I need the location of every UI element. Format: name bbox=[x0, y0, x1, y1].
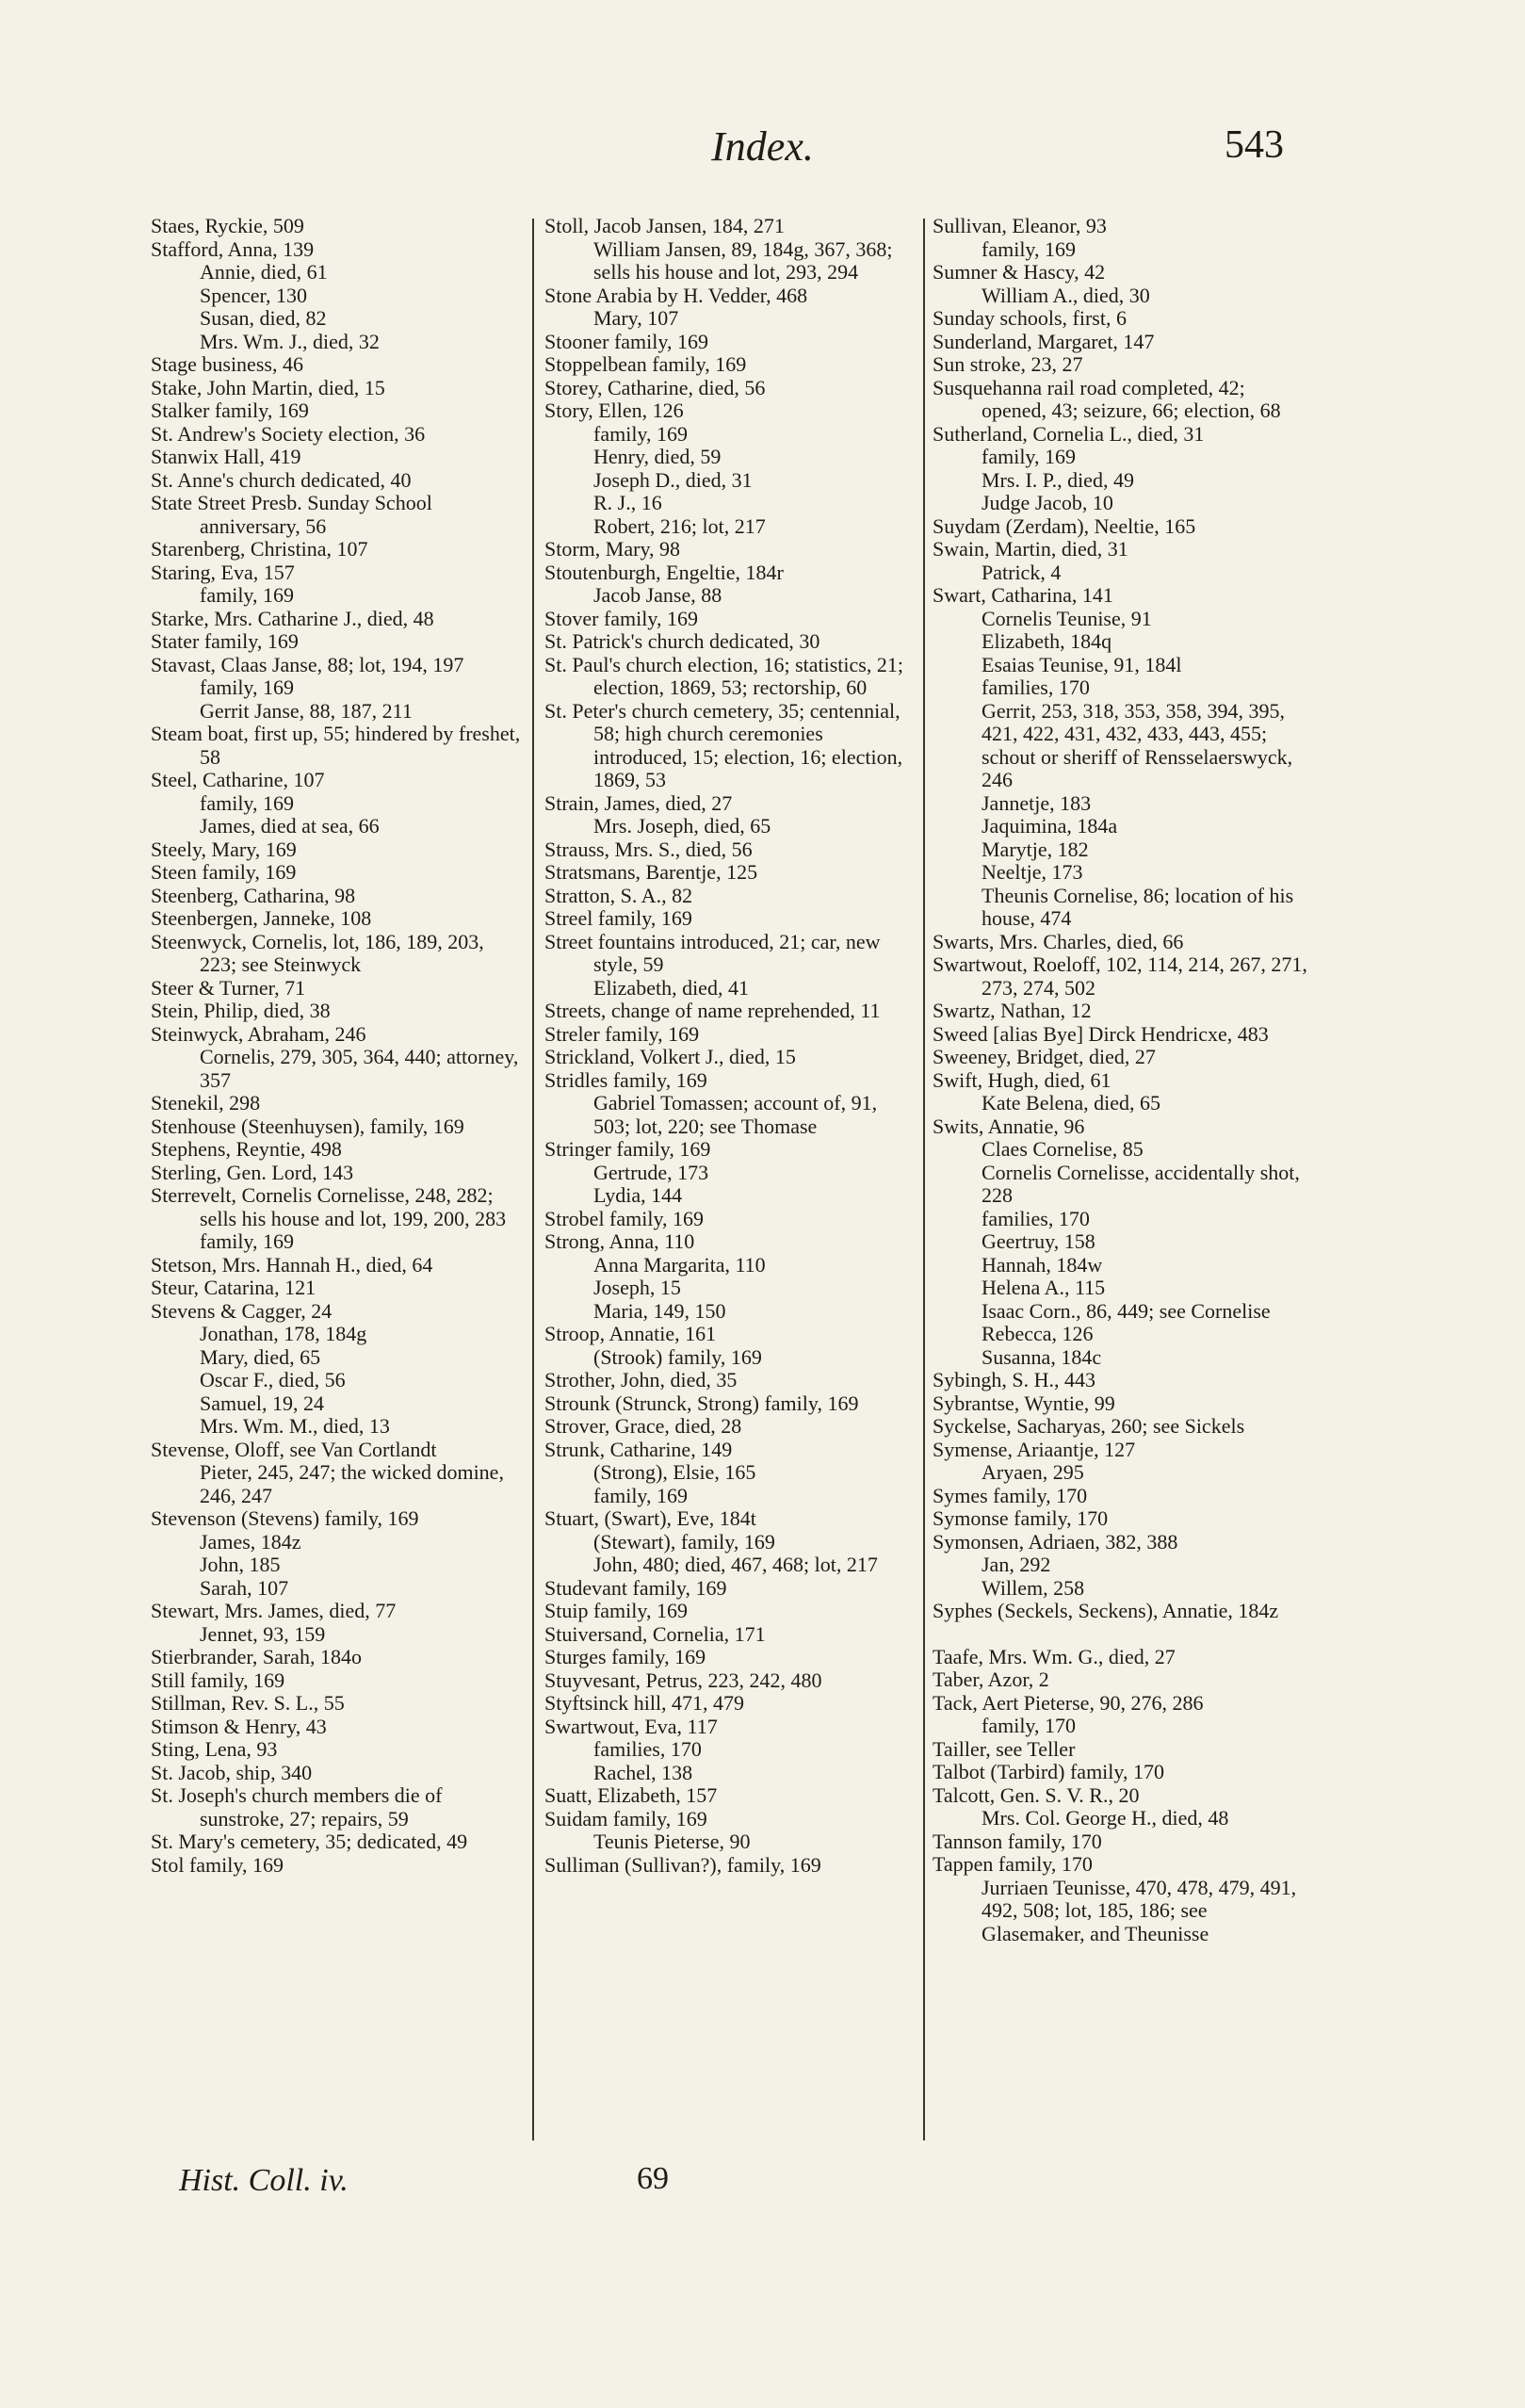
index-entry: St. Jacob, ship, 340 bbox=[151, 1760, 313, 1784]
index-subentry: families, 170 bbox=[982, 675, 1090, 699]
index-subentry: Mary, 107 bbox=[593, 306, 679, 330]
page-number: 543 bbox=[1225, 123, 1284, 167]
index-subentry: family, 169 bbox=[200, 675, 294, 699]
index-entry: Streler family, 169 bbox=[544, 1021, 700, 1046]
index-entry: Stake, John Martin, died, 15 bbox=[151, 375, 385, 399]
index-entry: Steenberg, Catharina, 98 bbox=[151, 883, 356, 907]
index-entry: Stalker family, 169 bbox=[151, 399, 309, 422]
index-subentry: Marytje, 182 bbox=[982, 837, 1089, 861]
index-subentry: R. J., 16 bbox=[593, 491, 662, 514]
index-entry: Stoll, Jacob Jansen, 184, 271 bbox=[544, 215, 785, 237]
index-subentry: Mrs. Wm. J., died, 32 bbox=[200, 329, 380, 353]
index-entry: Strauss, Mrs. S., died, 56 bbox=[544, 837, 753, 861]
index-entry: Stringer family, 169 bbox=[544, 1137, 711, 1161]
index-entry: Stein, Philip, died, 38 bbox=[151, 999, 331, 1022]
index-subentry: Gabriel Tomassen; account of, 91, 503; lot, 220; see Thomase bbox=[593, 1091, 878, 1138]
index-subentry: Cornelis Teunise, 91 bbox=[982, 606, 1152, 630]
index-entry: Stetson, Mrs. Hannah H., died, 64 bbox=[151, 1252, 433, 1277]
index-entry: Studevant family, 169 bbox=[544, 1575, 727, 1600]
index-entry: St. Peter's church cemetery, 35; centennial, 58; high church ceremonies introduced, 15; election, 16; election, 1869, 53 bbox=[544, 698, 903, 791]
index-entry: State Street Presb. Sunday School anniversary, 56 bbox=[151, 491, 432, 538]
index-entry: Sumner & Hascy, 42 bbox=[933, 260, 1106, 284]
index-entry: Tailler, see Teller bbox=[933, 1736, 1076, 1761]
index-subentry: Elizabeth, 184q bbox=[982, 629, 1112, 653]
index-entry: Swarts, Mrs. Charles, died, 66 bbox=[933, 929, 1184, 953]
index-entry: Stratsmans, Barentje, 125 bbox=[544, 860, 758, 884]
index-entry: Swartwout, Eva, 117 bbox=[544, 1714, 718, 1738]
index-subentry: (Stewart), family, 169 bbox=[593, 1529, 775, 1554]
index-entry: Symonse family, 170 bbox=[933, 1506, 1109, 1530]
index-entry: Stridles family, 169 bbox=[544, 1067, 707, 1092]
index-entry: Steer & Turner, 71 bbox=[151, 975, 306, 1000]
index-entry: Syckelse, Sacharyas, 260; see Sickels bbox=[933, 1414, 1245, 1438]
index-subentry: Gerrit Janse, 88, 187, 211 bbox=[200, 698, 413, 723]
index-entry: Taber, Azor, 2 bbox=[933, 1668, 1049, 1691]
index-entry: Stenekil, 298 bbox=[151, 1091, 261, 1115]
index-entry: Sterling, Gen. Lord, 143 bbox=[151, 1160, 354, 1184]
index-entry: Stuart, (Swart), Eve, 184t bbox=[544, 1506, 756, 1530]
index-entry: Strobel family, 169 bbox=[544, 1206, 705, 1230]
index-subentry: Neeltje, 173 bbox=[982, 860, 1083, 884]
index-subentry: Aryaen, 295 bbox=[982, 1460, 1084, 1484]
index-subentry: Hannah, 184w bbox=[982, 1252, 1103, 1277]
index-subentry: Annie, died, 61 bbox=[200, 260, 328, 284]
index-subentry: Isaac Corn., 86, 449; see Cornelise bbox=[982, 1298, 1271, 1323]
index-subentry: James, died at sea, 66 bbox=[200, 814, 380, 838]
index-entry: St. Anne's church dedicated, 40 bbox=[151, 467, 412, 492]
index-entry: Strother, John, died, 35 bbox=[544, 1368, 738, 1391]
index-entry: Syphes (Seckels, Seckens), Annatie, 184z bbox=[933, 1599, 1279, 1622]
index-entry: Sullivan, Eleanor, 93 bbox=[933, 215, 1107, 237]
index-entry: St. Joseph's church members die of sunstroke, 27; repairs, 59 bbox=[151, 1783, 443, 1830]
index-entry: Steen family, 169 bbox=[151, 860, 297, 884]
index-entry: Stoutenburgh, Engeltie, 184r bbox=[544, 560, 784, 584]
index-entry: Steenwyck, Cornelis, lot, 186, 189, 203, 223; see Steinwyck bbox=[151, 929, 484, 976]
index-subentry: Susanna, 184c bbox=[982, 1344, 1102, 1369]
index-subentry: Pieter, 245, 247; the wicked domine, 246, 247 bbox=[200, 1460, 504, 1507]
index-subentry: Anna Margarita, 110 bbox=[593, 1252, 766, 1277]
index-subentry: Mary, died, 65 bbox=[200, 1344, 321, 1369]
index-subentry: Henry, died, 59 bbox=[593, 445, 722, 468]
index-subentry: Sarah, 107 bbox=[200, 1575, 289, 1600]
index-entry: Stevens & Cagger, 24 bbox=[151, 1298, 333, 1323]
index-subentry: Mrs. Joseph, died, 65 bbox=[593, 814, 771, 838]
index-entry: Swain, Martin, died, 31 bbox=[933, 537, 1128, 561]
index-entry: Sutherland, Cornelia L., died, 31 bbox=[933, 421, 1205, 446]
index-subentry: Jurriaen Teunisse, 470, 478, 479, 491, 492, 508; lot, 185, 186; see Glasemaker, and Theunisse bbox=[982, 1875, 1297, 1945]
index-entry: Stage business, 46 bbox=[151, 352, 303, 376]
index-subentry: Jennet, 93, 159 bbox=[200, 1621, 326, 1646]
index-entry: Strickland, Volkert J., died, 15 bbox=[544, 1045, 796, 1068]
index-column-1 bbox=[151, 215, 523, 2156]
index-entry: Stavast, Claas Janse, 88; lot, 194, 197 bbox=[151, 652, 464, 676]
index-subentry: Helena A., 115 bbox=[982, 1276, 1106, 1299]
index-subentry: families, 170 bbox=[982, 1206, 1090, 1230]
index-entry: Stuip family, 169 bbox=[544, 1599, 688, 1622]
index-entry: Styftsinck hill, 471, 479 bbox=[544, 1691, 745, 1715]
index-entry: St. Patrick's church dedicated, 30 bbox=[544, 629, 820, 653]
index-subentry: family, 169 bbox=[200, 1229, 294, 1253]
index-subentry: Mrs. I. P., died, 49 bbox=[982, 467, 1134, 492]
index-subentry: Cornelis Cornelisse, accidentally shot, 228 bbox=[982, 1160, 1300, 1207]
index-entry: Staes, Ryckie, 509 bbox=[151, 215, 304, 237]
index-entry: Stratton, S. A., 82 bbox=[544, 883, 693, 907]
index-subentry: Joseph D., died, 31 bbox=[593, 467, 753, 492]
index-entry: Swart, Catharina, 141 bbox=[933, 583, 1113, 607]
index-entry: Strunk, Catharine, 149 bbox=[544, 1437, 733, 1461]
index-column-2 bbox=[544, 215, 917, 2156]
index-subentry: Cornelis, 279, 305, 364, 440; attorney, 357 bbox=[200, 1045, 519, 1092]
index-entry: Stenhouse (Steenhuysen), family, 169 bbox=[151, 1114, 464, 1138]
index-entry: Suidam family, 169 bbox=[544, 1806, 707, 1830]
index-subentry: Rachel, 138 bbox=[593, 1760, 693, 1784]
index-entry: Swartwout, Roeloff, 102, 114, 214, 267, 271, 273, 274, 502 bbox=[933, 952, 1307, 1000]
index-entry: Sybrantse, Wyntie, 99 bbox=[933, 1391, 1115, 1415]
index-entry: Starenberg, Christina, 107 bbox=[151, 537, 368, 561]
index-entry: Stimson & Henry, 43 bbox=[151, 1714, 327, 1738]
index-entry: Sweed [alias Bye] Dirck Hendricxe, 483 bbox=[933, 1021, 1269, 1046]
index-entry: Storm, Mary, 98 bbox=[544, 537, 681, 561]
index-entry: Sunday schools, first, 6 bbox=[933, 306, 1127, 330]
signature-mark: Hist. Coll. iv. bbox=[179, 2163, 349, 2198]
index-subentry: Patrick, 4 bbox=[982, 560, 1062, 584]
index-entry: Symonsen, Adriaen, 382, 388 bbox=[933, 1529, 1178, 1554]
column-divider bbox=[532, 219, 534, 2140]
index-entry: Stillman, Rev. S. L., 55 bbox=[151, 1691, 345, 1715]
index-subentry: Kate Belena, died, 65 bbox=[982, 1091, 1160, 1115]
index-entry: Stafford, Anna, 139 bbox=[151, 236, 315, 261]
index-entry: Starke, Mrs. Catharine J., died, 48 bbox=[151, 606, 434, 630]
index-subentry: John, 480; died, 467, 468; lot, 217 bbox=[593, 1553, 878, 1576]
index-subentry: (Strook) family, 169 bbox=[593, 1344, 762, 1369]
index-entry: Swits, Annatie, 96 bbox=[933, 1114, 1085, 1138]
index-entry: St. Mary's cemetery, 35; dedicated, 49 bbox=[151, 1830, 468, 1853]
index-entry: Suatt, Elizabeth, 157 bbox=[544, 1783, 718, 1807]
index-subentry: Theunis Cornelise, 86; location of his house, 474 bbox=[982, 883, 1294, 930]
index-entry: Symense, Ariaantje, 127 bbox=[933, 1437, 1136, 1461]
index-subentry: Jaquimina, 184a bbox=[982, 814, 1118, 838]
index-entry: Talcott, Gen. S. V. R., 20 bbox=[933, 1782, 1140, 1807]
index-entry: Strong, Anna, 110 bbox=[544, 1229, 695, 1253]
index-subentry: Elizabeth, died, 41 bbox=[593, 975, 749, 1000]
index-entry: Talbot (Tarbird) family, 170 bbox=[933, 1760, 1164, 1783]
index-subentry: Samuel, 19, 24 bbox=[200, 1391, 324, 1415]
index-entry: Stuyvesant, Petrus, 223, 242, 480 bbox=[544, 1668, 822, 1692]
index-subentry: family, 169 bbox=[200, 583, 294, 607]
index-column-3 bbox=[933, 215, 1309, 2156]
index-entry: Steely, Mary, 169 bbox=[151, 837, 297, 861]
index-entry: Strain, James, died, 27 bbox=[544, 790, 733, 815]
index-entry: Stevense, Oloff, see Van Cortlandt bbox=[151, 1437, 437, 1461]
index-subentry: Spencer, 130 bbox=[200, 283, 307, 307]
index-subentry: Mrs. Wm. M., died, 13 bbox=[200, 1414, 390, 1438]
index-entry: Tannson family, 170 bbox=[933, 1829, 1102, 1853]
index-entry: Sturges family, 169 bbox=[544, 1645, 706, 1668]
index-entry: Sterrevelt, Cornelis Cornelisse, 248, 282; sells his house and lot, 199, 200, 283 bbox=[151, 1183, 507, 1230]
sheet-number: 69 bbox=[637, 2161, 669, 2196]
index-entry: Strounk (Strunck, Strong) family, 169 bbox=[544, 1391, 859, 1415]
index-entry: Symes family, 170 bbox=[933, 1483, 1088, 1507]
index-entry: Stroop, Annatie, 161 bbox=[544, 1322, 717, 1345]
index-subentry: William A., died, 30 bbox=[982, 283, 1150, 307]
index-entry: Stone Arabia by H. Vedder, 468 bbox=[544, 283, 808, 307]
index-subentry: Geertruy, 158 bbox=[982, 1229, 1095, 1253]
index-subentry: (Strong), Elsie, 165 bbox=[593, 1460, 756, 1484]
index-entry: St. Andrew's Society election, 36 bbox=[151, 421, 426, 446]
index-entry: Steinwyck, Abraham, 246 bbox=[151, 1021, 366, 1046]
index-subentry: Teunis Pieterse, 90 bbox=[593, 1830, 751, 1853]
index-subentry: William Jansen, 89, 184g, 367, 368; sells his house and lot, 293, 294 bbox=[593, 236, 893, 284]
index-entry: Strover, Grace, died, 28 bbox=[544, 1414, 742, 1438]
index-entry: Stoppelbean family, 169 bbox=[544, 352, 747, 376]
index-entry: Swift, Hugh, died, 61 bbox=[933, 1067, 1111, 1092]
index-subentry: Judge Jacob, 10 bbox=[982, 491, 1113, 514]
index-entry: Stevenson (Stevens) family, 169 bbox=[151, 1506, 419, 1530]
index-entry: Sting, Lena, 93 bbox=[151, 1737, 278, 1761]
index-entry: Stol family, 169 bbox=[151, 1852, 284, 1877]
index-entry: Stover family, 169 bbox=[544, 606, 698, 630]
index-subentry: family, 169 bbox=[982, 445, 1076, 468]
index-subentry: James, 184z bbox=[200, 1529, 301, 1554]
index-entry: Streets, change of name reprehended, 11 bbox=[544, 999, 881, 1022]
index-entry: Steam boat, first up, 55; hindered by freshet, 58 bbox=[151, 722, 521, 769]
index-entry: Sunderland, Margaret, 147 bbox=[933, 329, 1155, 353]
index-subentry: Mrs. Col. George H., died, 48 bbox=[982, 1806, 1229, 1830]
index-entry: Sybingh, S. H., 443 bbox=[933, 1368, 1095, 1391]
index-subentry: family, 169 bbox=[593, 421, 688, 446]
index-entry: Steur, Catarina, 121 bbox=[151, 1276, 316, 1299]
index-entry: Streel family, 169 bbox=[544, 906, 692, 930]
index-subentry: Maria, 149, 150 bbox=[593, 1298, 726, 1323]
index-subentry: families, 170 bbox=[593, 1737, 702, 1761]
index-subentry: Jacob Janse, 88 bbox=[593, 583, 722, 607]
index-subentry: Robert, 216; lot, 217 bbox=[593, 513, 766, 538]
index-subentry: Susan, died, 82 bbox=[200, 306, 327, 330]
index-entry: Stierbrander, Sarah, 184o bbox=[151, 1645, 362, 1668]
index-entry: Tack, Aert Pieterse, 90, 276, 286 bbox=[933, 1690, 1204, 1715]
index-entry: Steel, Catharine, 107 bbox=[151, 768, 325, 791]
index-subentry: Gerrit, 253, 318, 353, 358, 394, 395, 421, 422, 431, 432, 433, 443, 455; schout or sheriff of Rensselaerswyck, 246 bbox=[982, 698, 1293, 791]
index-entry: Storey, Catharine, died, 56 bbox=[544, 375, 766, 399]
index-subentry: Jonathan, 178, 184g bbox=[200, 1322, 367, 1345]
index-subentry: family, 169 bbox=[593, 1483, 688, 1507]
index-entry: Stuiversand, Cornelia, 171 bbox=[544, 1621, 766, 1646]
index-entry: Sweeney, Bridget, died, 27 bbox=[933, 1045, 1156, 1068]
index-subentry: Gertrude, 173 bbox=[593, 1160, 709, 1184]
index-entry: Stewart, Mrs. James, died, 77 bbox=[151, 1599, 397, 1622]
index-entry: Taafe, Mrs. Wm. G., died, 27 bbox=[933, 1644, 1176, 1668]
column-divider bbox=[923, 219, 925, 2140]
index-entry: Tappen family, 170 bbox=[933, 1852, 1093, 1876]
running-title: Index. bbox=[711, 123, 814, 170]
index-entry: Sun stroke, 23, 27 bbox=[933, 352, 1083, 376]
index-entry: Story, Ellen, 126 bbox=[544, 399, 684, 422]
index-entry: Stephens, Reyntie, 498 bbox=[151, 1137, 342, 1161]
index-entry: Swartz, Nathan, 12 bbox=[933, 999, 1092, 1022]
index-entry: Staring, Eva, 157 bbox=[151, 560, 295, 584]
index-subentry: Willem, 258 bbox=[982, 1575, 1085, 1600]
index-subentry: family, 169 bbox=[200, 790, 294, 815]
index-subentry: Jan, 292 bbox=[982, 1553, 1051, 1576]
index-entry: Suydam (Zerdam), Neeltie, 165 bbox=[933, 513, 1196, 538]
index-entry: Sulliman (Sullivan?), family, 169 bbox=[544, 1852, 821, 1877]
index-subentry: Jannetje, 183 bbox=[982, 790, 1092, 815]
index-subentry: Lydia, 144 bbox=[593, 1183, 683, 1207]
index-entry: St. Paul's church election, 16; statistics, 21; election, 1869, 53; rectorship, 60 bbox=[544, 652, 903, 699]
index-subentry: Claes Cornelise, 85 bbox=[982, 1137, 1144, 1161]
index-entry: Susquehanna rail road completed, 42; opened, 43; seizure, 66; election, 68 bbox=[933, 375, 1281, 422]
index-entry: Street fountains introduced, 21; car, new style, 59 bbox=[544, 929, 881, 976]
index-entry: Stater family, 169 bbox=[151, 629, 299, 653]
index-subentry: John, 185 bbox=[200, 1553, 281, 1576]
index-subentry: Rebecca, 126 bbox=[982, 1322, 1094, 1345]
index-entry: Steenbergen, Janneke, 108 bbox=[151, 906, 372, 930]
index-entry: Stooner family, 169 bbox=[544, 329, 708, 353]
index-subentry: family, 170 bbox=[982, 1714, 1076, 1737]
index-subentry: family, 169 bbox=[982, 236, 1076, 261]
index-subentry: Oscar F., died, 56 bbox=[200, 1368, 346, 1391]
index-subentry: Esaias Teunise, 91, 184l bbox=[982, 652, 1182, 676]
index-entry: Still family, 169 bbox=[151, 1668, 285, 1692]
index-entry: Stanwix Hall, 419 bbox=[151, 445, 301, 468]
index-subentry: Joseph, 15 bbox=[593, 1276, 681, 1299]
